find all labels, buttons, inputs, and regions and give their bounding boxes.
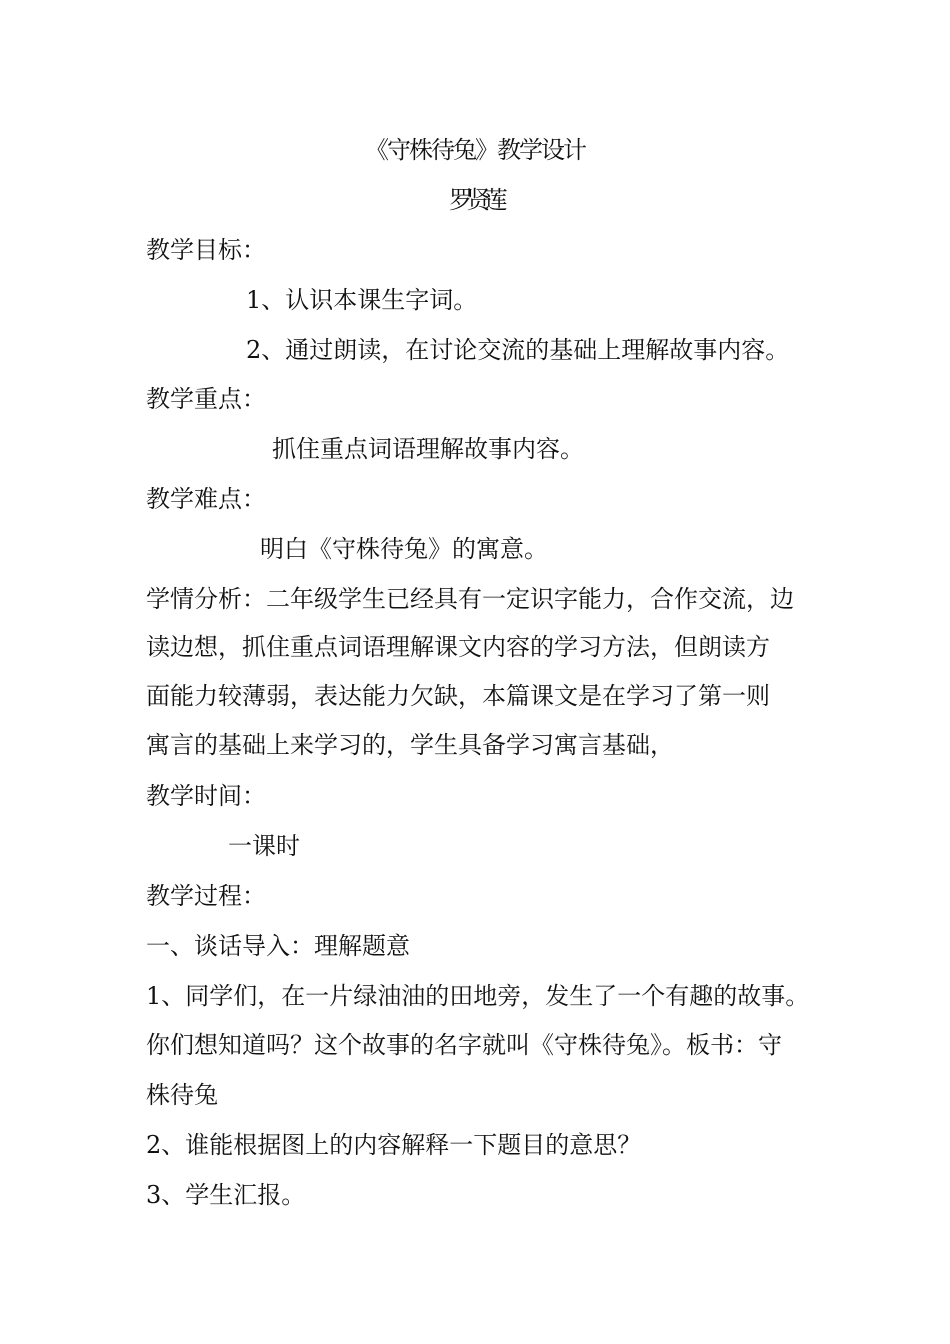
analysis-line: 面能力较薄弱，表达能力欠缺，本篇课文是在学习了第一则 — [146, 682, 770, 710]
step-2-text: 2、谁能根据图上的内容解释一下题目的意思？ — [146, 1131, 642, 1159]
step-1-line: 你们想知道吗？这个故事的名字就叫《守株待兔》。板书：守 — [146, 1031, 782, 1059]
time-text: 一课时 — [228, 832, 300, 860]
analysis-line: 读边想，抓住重点词语理解课文内容的学习方法，但朗读方 — [146, 633, 770, 661]
difficulty-text: 明白《守株待兔》的寓意。 — [260, 535, 548, 563]
analysis-line: 寓言的基础上来学习的，学生具备学习寓言基础， — [146, 731, 674, 759]
difficulty-heading: 教学难点： — [146, 485, 266, 513]
objective-item-2: 2、通过朗读，在讨论交流的基础上理解故事内容。 — [246, 336, 790, 364]
analysis-line: 学情分析：二年级学生已经具有一定识字能力，合作交流，边 — [146, 585, 794, 613]
step-3-text: 3、学生汇报。 — [146, 1181, 306, 1209]
keypoint-text: 抓住重点词语理解故事内容。 — [272, 435, 584, 463]
process-heading: 教学过程： — [146, 882, 266, 910]
section-1-heading: 一、谈话导入：理解题意 — [146, 932, 410, 960]
step-1-line: 株待兔 — [146, 1081, 218, 1109]
objective-item-1: 1、认识本课生字词。 — [246, 286, 478, 314]
time-heading: 教学时间： — [146, 782, 266, 810]
step-1-line: 1、同学们，在一片绿油油的田地旁，发生了一个有趣的故事。 — [146, 982, 810, 1010]
document-author: 罗贤莲 — [449, 186, 501, 214]
keypoint-heading: 教学重点： — [146, 385, 266, 413]
objectives-heading: 教学目标： — [146, 236, 266, 264]
document-title: 《守株待兔》教学设计 — [365, 136, 585, 164]
